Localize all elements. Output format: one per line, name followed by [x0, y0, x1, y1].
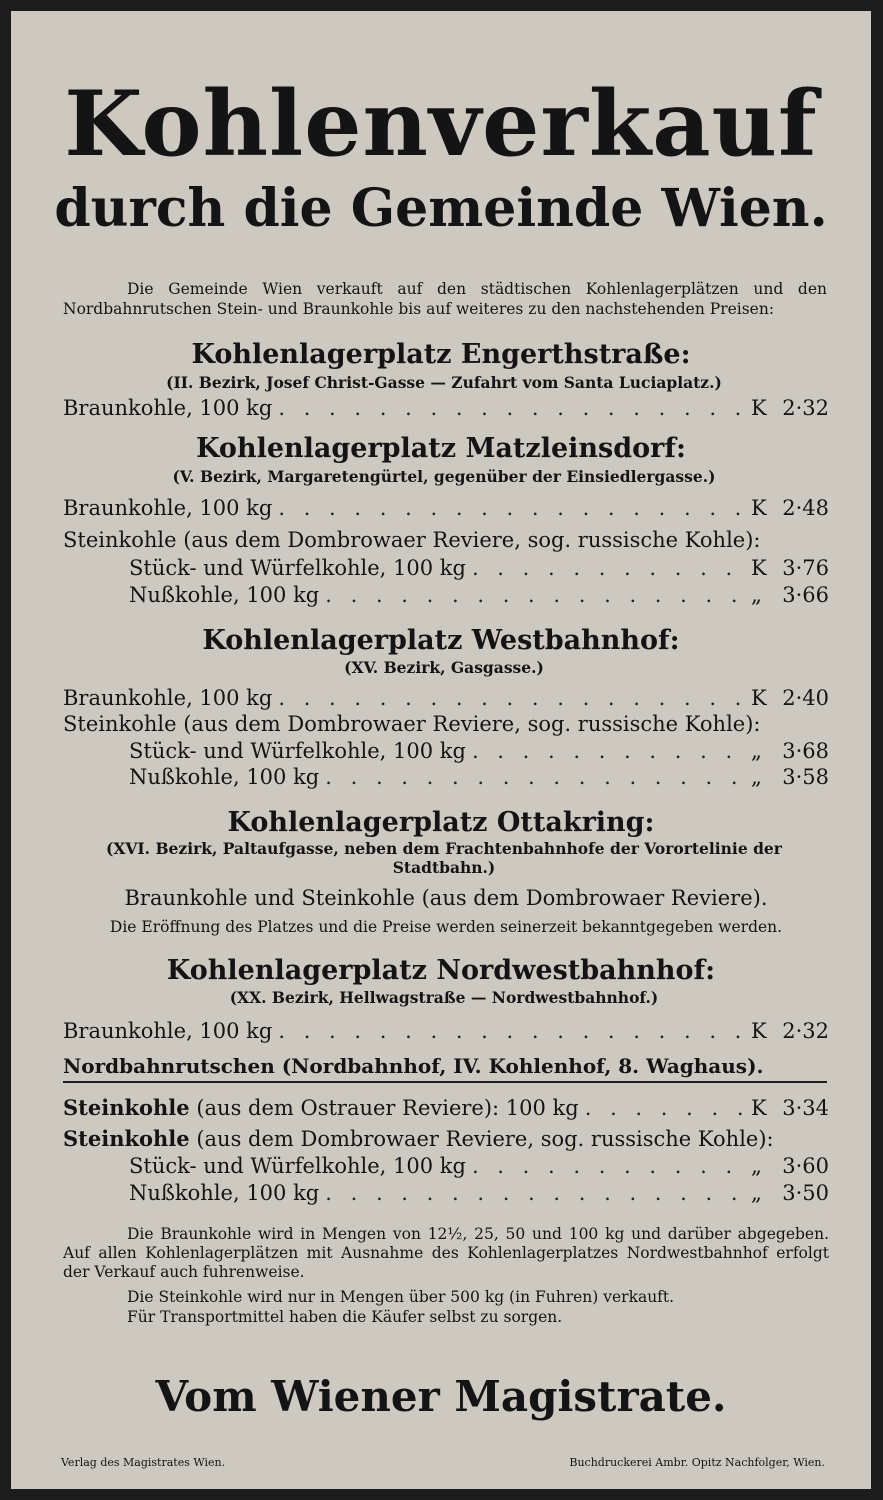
ottakring-text: Braunkohle und Steinkohle (aus dem Dombrowaer Reviere).	[124, 886, 768, 910]
price-currency: K	[751, 1096, 767, 1120]
section-heading-westbahnhof: Kohlenlagerplatz Westbahnhof:	[202, 625, 680, 656]
poster	[11, 11, 871, 1489]
section-location-matzleinsdorf: (V. Bezirk, Margaretengürtel, gegenüber der Einsiedlergasse.)	[172, 467, 716, 486]
price-row	[63, 395, 829, 421]
price-currency: „	[751, 1181, 762, 1205]
price-currency: K	[751, 1019, 767, 1043]
section-location-engerthstrasse: (II. Bezirk, Josef Christ-Gasse — Zufahrt vom Santa Luciaplatz.)	[166, 373, 722, 392]
price-value: 3·58	[782, 765, 829, 789]
leader-dots	[472, 1153, 745, 1179]
section-heading-matzleinsdorf: Kohlenlagerplatz Matzleinsdorf:	[196, 433, 686, 464]
price-row	[129, 764, 829, 790]
price-item-name: Stück- und Würfelkohle, 100 kg	[129, 739, 466, 763]
price-value: 3·34	[782, 1096, 829, 1120]
note-paragraph-1: Die Braunkohle wird in Mengen von 12½, 25, 50 und 100 kg und darüber abgegeben. Auf allen Kohlenlagerplätzen mit Ausnahme des Kohlenlagerplatzes Nordwestbahnhof erfolgt der Verkauf auch fuhrenweise.	[63, 1225, 829, 1281]
group-label: Steinkohle (aus dem Dombrowaer Reviere, sog. russische Kohle):	[63, 528, 761, 552]
price-row	[63, 1018, 829, 1044]
leader-dots	[278, 685, 745, 711]
group-label: Steinkohle (aus dem Dombrowaer Reviere, sog. russische Kohle):	[63, 712, 761, 736]
divider-rule	[63, 1081, 827, 1083]
nordbahn-heading: Nordbahnrutschen (Nordbahnhof, IV. Kohlenhof, 8. Waghaus).	[63, 1054, 764, 1078]
price-currency: K	[751, 556, 767, 580]
leader-dots	[325, 1180, 745, 1206]
price-value: 3·76	[782, 556, 829, 580]
leader-dots	[278, 1018, 745, 1044]
price-item-name: Nußkohle, 100 kg	[129, 583, 320, 607]
ottakring-note: Die Eröffnung des Platzes und die Preise werden seinerzeit bekanntgegeben werden.	[109, 918, 783, 936]
price-row	[129, 738, 829, 764]
price-value: 3·60	[782, 1154, 829, 1178]
price-item-name: Nußkohle, 100 kg	[129, 1181, 320, 1205]
price-value: 2·32	[782, 1019, 829, 1043]
group-label	[63, 1126, 829, 1152]
poster-subtitle: durch die Gemeinde Wien.	[54, 178, 828, 239]
note-paragraph-3: Für Transportmittel haben die Käufer selbst zu sorgen.	[127, 1308, 563, 1326]
section-location-westbahnhof: (XV. Bezirk, Gasgasse.)	[344, 658, 544, 677]
leader-dots	[278, 395, 745, 421]
signature: Vom Wiener Magistrate.	[155, 1372, 727, 1421]
leader-dots	[585, 1095, 745, 1121]
price-item-name: Nußkohle, 100 kg	[129, 765, 320, 789]
price-currency: „	[751, 765, 762, 789]
price-value: 2·40	[782, 686, 829, 710]
price-row	[129, 1153, 829, 1179]
price-row	[63, 495, 829, 521]
price-row	[129, 555, 829, 581]
leader-dots	[325, 764, 745, 790]
leader-dots	[472, 555, 745, 581]
price-row	[129, 582, 829, 608]
printer-imprint: Buchdruckerei Ambr. Opitz Nachfolger, Wien.	[569, 1456, 825, 1469]
leader-dots	[472, 738, 745, 764]
coal-type-detail: (aus dem Dombrowaer Reviere, sog. russische Kohle):	[196, 1127, 774, 1151]
price-item-name: Braunkohle, 100 kg	[63, 1019, 273, 1043]
section-heading-engerthstrasse: Kohlenlagerplatz Engerthstraße:	[191, 339, 691, 370]
coal-type-label: Steinkohle	[63, 1126, 190, 1151]
price-row	[63, 685, 829, 711]
price-currency: K	[751, 396, 767, 420]
price-item-name: Stück- und Würfelkohle, 100 kg	[129, 1154, 466, 1178]
section-heading-ottakring: Kohlenlagerplatz Ottakring:	[227, 807, 655, 838]
price-value: 2·32	[782, 396, 829, 420]
section-location-ottakring: (XVI. Bezirk, Paltaufgasse, neben dem Frachtenbahnhofe der Vorortelinie der Stadtbahn.)	[106, 839, 782, 877]
price-value: 3·68	[782, 739, 829, 763]
price-currency: „	[751, 583, 762, 607]
price-item-name: Braunkohle, 100 kg	[63, 496, 273, 520]
coal-type-detail: (aus dem Ostrauer Reviere): 100 kg	[196, 1096, 579, 1120]
section-heading-nordwestbahnhof: Kohlenlagerplatz Nordwestbahnhof:	[166, 955, 716, 986]
price-currency: K	[751, 496, 767, 520]
price-currency: „	[751, 1154, 762, 1178]
price-currency: K	[751, 686, 767, 710]
leader-dots	[278, 495, 745, 521]
price-value: 3·50	[782, 1181, 829, 1205]
intro-paragraph: Die Gemeinde Wien verkauft auf den städtischen Kohlenlagerplätzen und den Nordbahnrutschen Stein- und Braunkohle bis auf weiteres zu den nachstehenden Preisen:	[63, 280, 827, 318]
note-paragraph-2: Die Steinkohle wird nur in Mengen über 500 kg (in Fuhren) verkauft.	[127, 1288, 675, 1306]
price-item-name: Braunkohle, 100 kg	[63, 686, 273, 710]
price-value: 3·66	[782, 583, 829, 607]
price-item-name	[63, 1095, 579, 1121]
price-item-name: Braunkohle, 100 kg	[63, 396, 273, 420]
coal-type-label: Steinkohle	[63, 1095, 190, 1120]
leader-dots	[325, 582, 745, 608]
publisher-imprint: Verlag des Magistrates Wien.	[61, 1456, 226, 1469]
price-row	[129, 1180, 829, 1206]
price-row	[63, 1095, 829, 1121]
section-location-nordwestbahnhof: (XX. Bezirk, Hellwagstraße — Nordwestbahnhof.)	[229, 988, 659, 1007]
price-item-name: Stück- und Würfelkohle, 100 kg	[129, 556, 466, 580]
poster-title: Kohlenverkauf	[64, 71, 818, 177]
price-currency: „	[751, 739, 762, 763]
price-value: 2·48	[782, 496, 829, 520]
